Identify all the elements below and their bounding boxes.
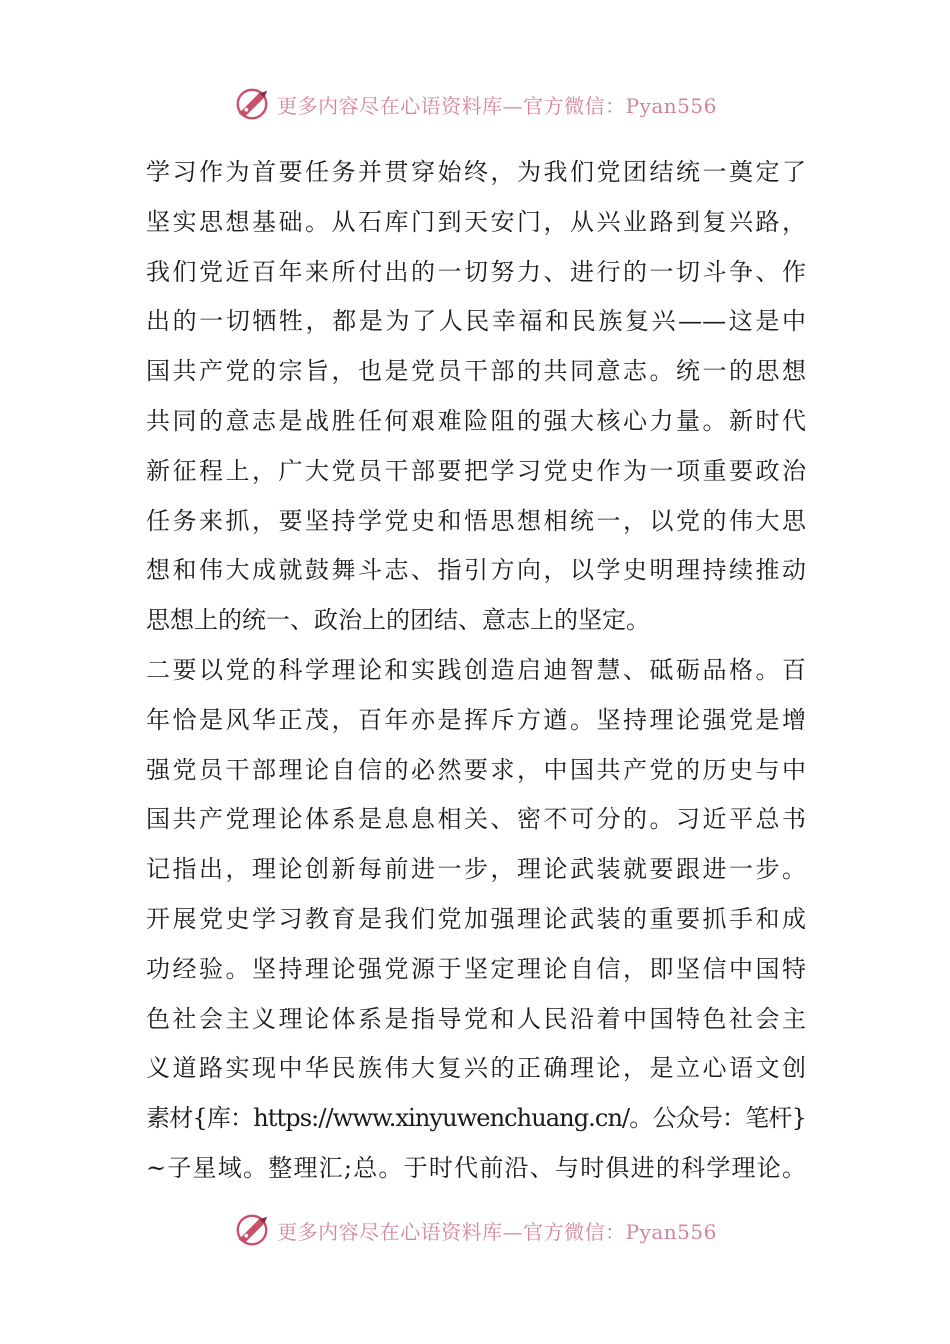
text-line: 强党员干部理论自信的必然要求，中国共产党的历史与中 [146,755,806,784]
watermark-text: 更多内容尽在心语资料库—官方微信：Pyan556 [277,1219,717,1244]
text-line: 新征程上，广大党员干部要把学习党史作为一项重要政治 [146,456,806,485]
text-line: 功经验。坚持理论强党源于坚定理论自信，即坚信中国特 [146,954,806,983]
text-line: 色社会主义理论体系是指导党和人民沿着中国特色社会主 [146,1004,806,1033]
footer-watermark-banner [0,1208,950,1252]
text-line: ~子星域。整理汇;总。于时代前沿、与时俱进的科学理论。 [146,1153,806,1182]
text-line: 开展党史学习教育是我们党加强理论武装的重要抓手和成 [146,904,806,933]
watermark-text: 更多内容尽在心语资料库—官方微信：Pyan556 [277,93,717,118]
text-line: 义道路实现中华民族伟大复兴的正确理论，是立心语文创 [146,1054,806,1083]
text-line: 出的一切牺牲，都是为了人民幸福和民族复兴——这是中 [146,307,806,336]
pen-nib-circle-logo-icon [233,1211,271,1249]
text-line: 思想上的统一、政治上的团结、意志上的坚定。 [146,606,650,635]
text-line: 想和伟大成就鼓舞斗志、指引方向，以学史明理持续推动 [146,556,806,585]
text-line: 国共产党的宗旨，也是党员干部的共同意志。统一的思想 [146,357,806,386]
text-line: 素材{库：https://www.xinyuwenchuang.cn/。公众号：笔杆} [146,1104,806,1133]
document-body [146,148,806,1194]
text-line: 年恰是风华正茂，百年亦是挥斥方遒。坚持理论强党是增 [146,705,806,734]
text-line: 任务来抓，要坚持学党史和悟思想相统一，以党的伟大思 [146,506,806,535]
text-line: 国共产党理论体系是息息相关、密不可分的。习近平总书 [146,805,806,834]
text-line: 坚实思想基础。从石库门到天安门，从兴业路到复兴路， [146,207,806,236]
text-line: 我们党近百年来所付出的一切努力、进行的一切斗争、作 [146,257,806,286]
text-line: 记指出，理论创新每前进一步，理论武装就要跟进一步。 [146,855,806,884]
pen-nib-circle-logo-icon [233,85,271,123]
header-watermark-banner [0,82,950,126]
text-line: 学习作为首要任务并贯穿始终，为我们党团结统一奠定了 [146,158,806,186]
text-line: 二要以党的科学理论和实践创造启迪智慧、砥砺品格。百 [146,655,806,684]
text-line: 共同的意志是战胜任何艰难险阻的强大核心力量。新时代 [146,406,806,435]
